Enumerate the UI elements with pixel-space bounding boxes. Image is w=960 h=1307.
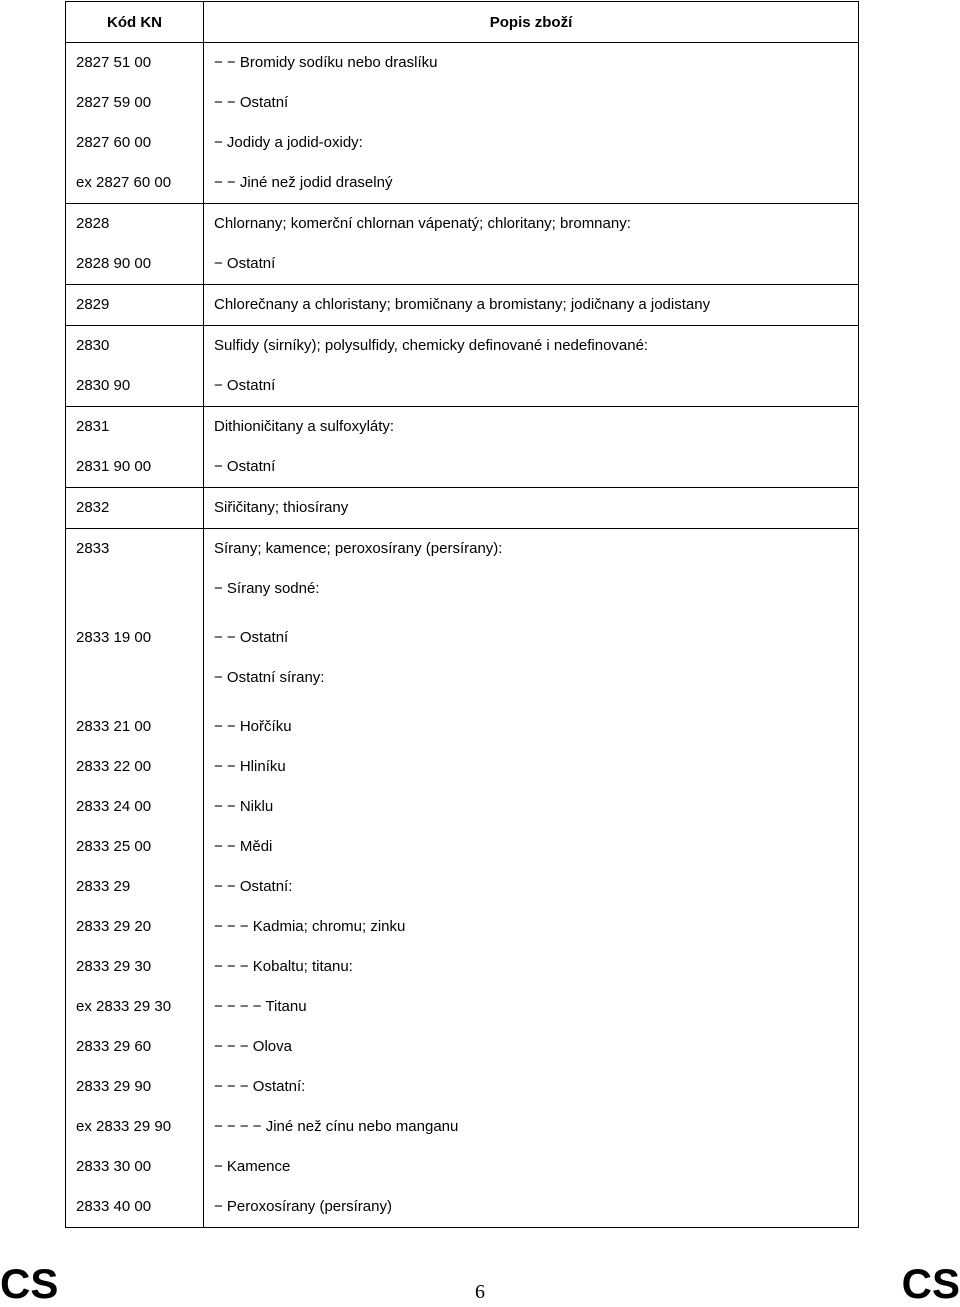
code-cell: 2833 22 00 <box>66 747 204 787</box>
code-cell: 2831 90 00 <box>66 447 204 488</box>
table-row <box>66 618 859 658</box>
table-row <box>66 1187 859 1228</box>
table-row <box>66 867 859 907</box>
table-row <box>66 907 859 947</box>
code-cell: 2827 59 00 <box>66 83 204 123</box>
description-cell: − − − Kadmia; chromu; zinku <box>204 907 859 947</box>
table-row <box>66 366 859 407</box>
table-row <box>66 658 859 707</box>
description-cell: Sírany; kamence; peroxosírany (persírany): <box>204 529 859 570</box>
code-cell: 2833 29 60 <box>66 1027 204 1067</box>
code-cell: 2831 <box>66 407 204 448</box>
table-row <box>66 204 859 245</box>
description-cell: − Ostatní <box>204 447 859 488</box>
cn-code-table <box>65 1 859 1228</box>
table-row <box>66 947 859 987</box>
code-cell: 2833 <box>66 529 204 570</box>
description-cell: Chlornany; komerční chlornan vápenatý; chloritany; bromnany: <box>204 204 859 245</box>
code-cell: 2833 29 90 <box>66 1067 204 1107</box>
description-cell: − − Jiné než jodid draselný <box>204 163 859 204</box>
code-cell: 2832 <box>66 488 204 529</box>
table-row <box>66 326 859 367</box>
code-cell: 2828 90 00 <box>66 244 204 285</box>
code-cell: ex 2827 60 00 <box>66 163 204 204</box>
code-cell <box>66 569 204 618</box>
code-cell <box>66 658 204 707</box>
code-cell: ex 2833 29 30 <box>66 987 204 1027</box>
table-row <box>66 447 859 488</box>
table-row <box>66 1027 859 1067</box>
code-cell: 2830 <box>66 326 204 367</box>
code-cell: ex 2833 29 90 <box>66 1107 204 1147</box>
code-cell: 2833 19 00 <box>66 618 204 658</box>
description-cell: − Jodidy a jodid-oxidy: <box>204 123 859 163</box>
description-cell: − − Ostatní <box>204 618 859 658</box>
header-description: Popis zboží <box>204 2 859 43</box>
description-cell: − − Ostatní: <box>204 867 859 907</box>
code-cell: 2829 <box>66 285 204 326</box>
header-code: Kód KN <box>66 2 204 43</box>
table-row <box>66 987 859 1027</box>
description-cell: − − Hořčíku <box>204 707 859 747</box>
description-cell: − Ostatní <box>204 244 859 285</box>
table-row <box>66 285 859 326</box>
table-row <box>66 83 859 123</box>
description-cell: Chlorečnany a chloristany; bromičnany a bromistany; jodičnany a jodistany <box>204 285 859 326</box>
table-header-row <box>66 2 859 43</box>
page-number: 6 <box>475 1281 485 1303</box>
table-row <box>66 529 859 570</box>
description-cell: − − Bromidy sodíku nebo draslíku <box>204 43 859 84</box>
code-cell: 2828 <box>66 204 204 245</box>
table-row <box>66 123 859 163</box>
code-cell: 2830 90 <box>66 366 204 407</box>
code-cell: 2833 25 00 <box>66 827 204 867</box>
description-cell: − − − − Titanu <box>204 987 859 1027</box>
description-cell: − − Niklu <box>204 787 859 827</box>
table-row <box>66 569 859 618</box>
description-cell: − − − Olova <box>204 1027 859 1067</box>
description-cell: − − − Ostatní: <box>204 1067 859 1107</box>
description-cell: Dithioničitany a sulfoxyláty: <box>204 407 859 448</box>
description-cell: − Peroxosírany (persírany) <box>204 1187 859 1228</box>
code-cell: 2827 51 00 <box>66 43 204 84</box>
code-cell: 2833 40 00 <box>66 1187 204 1228</box>
code-cell: 2833 29 20 <box>66 907 204 947</box>
table-row <box>66 827 859 867</box>
description-cell: − − Hliníku <box>204 747 859 787</box>
description-cell: − Ostatní <box>204 366 859 407</box>
table-row <box>66 488 859 529</box>
description-cell: − − Mědi <box>204 827 859 867</box>
table-row <box>66 747 859 787</box>
code-cell: 2833 29 30 <box>66 947 204 987</box>
description-cell: − Kamence <box>204 1147 859 1187</box>
footer-language-right: CS <box>901 1260 960 1307</box>
table-row <box>66 787 859 827</box>
table-row <box>66 163 859 204</box>
table-row <box>66 1147 859 1187</box>
table-row <box>66 407 859 448</box>
code-cell: 2833 21 00 <box>66 707 204 747</box>
description-cell: − − − − Jiné než cínu nebo manganu <box>204 1107 859 1147</box>
table-row <box>66 707 859 747</box>
code-cell: 2833 29 <box>66 867 204 907</box>
table-row <box>66 1107 859 1147</box>
code-cell: 2827 60 00 <box>66 123 204 163</box>
description-cell: − − Ostatní <box>204 83 859 123</box>
description-cell: − Sírany sodné: <box>204 569 859 618</box>
footer-language-left: CS <box>0 1260 59 1307</box>
code-cell: 2833 30 00 <box>66 1147 204 1187</box>
description-cell: − Ostatní sírany: <box>204 658 859 707</box>
table-row <box>66 1067 859 1107</box>
description-cell: − − − Kobaltu; titanu: <box>204 947 859 987</box>
table-row <box>66 244 859 285</box>
table-row <box>66 43 859 84</box>
description-cell: Sulfidy (sirníky); polysulfidy, chemicky definované i nedefinované: <box>204 326 859 367</box>
description-cell: Siřičitany; thiosírany <box>204 488 859 529</box>
code-cell: 2833 24 00 <box>66 787 204 827</box>
